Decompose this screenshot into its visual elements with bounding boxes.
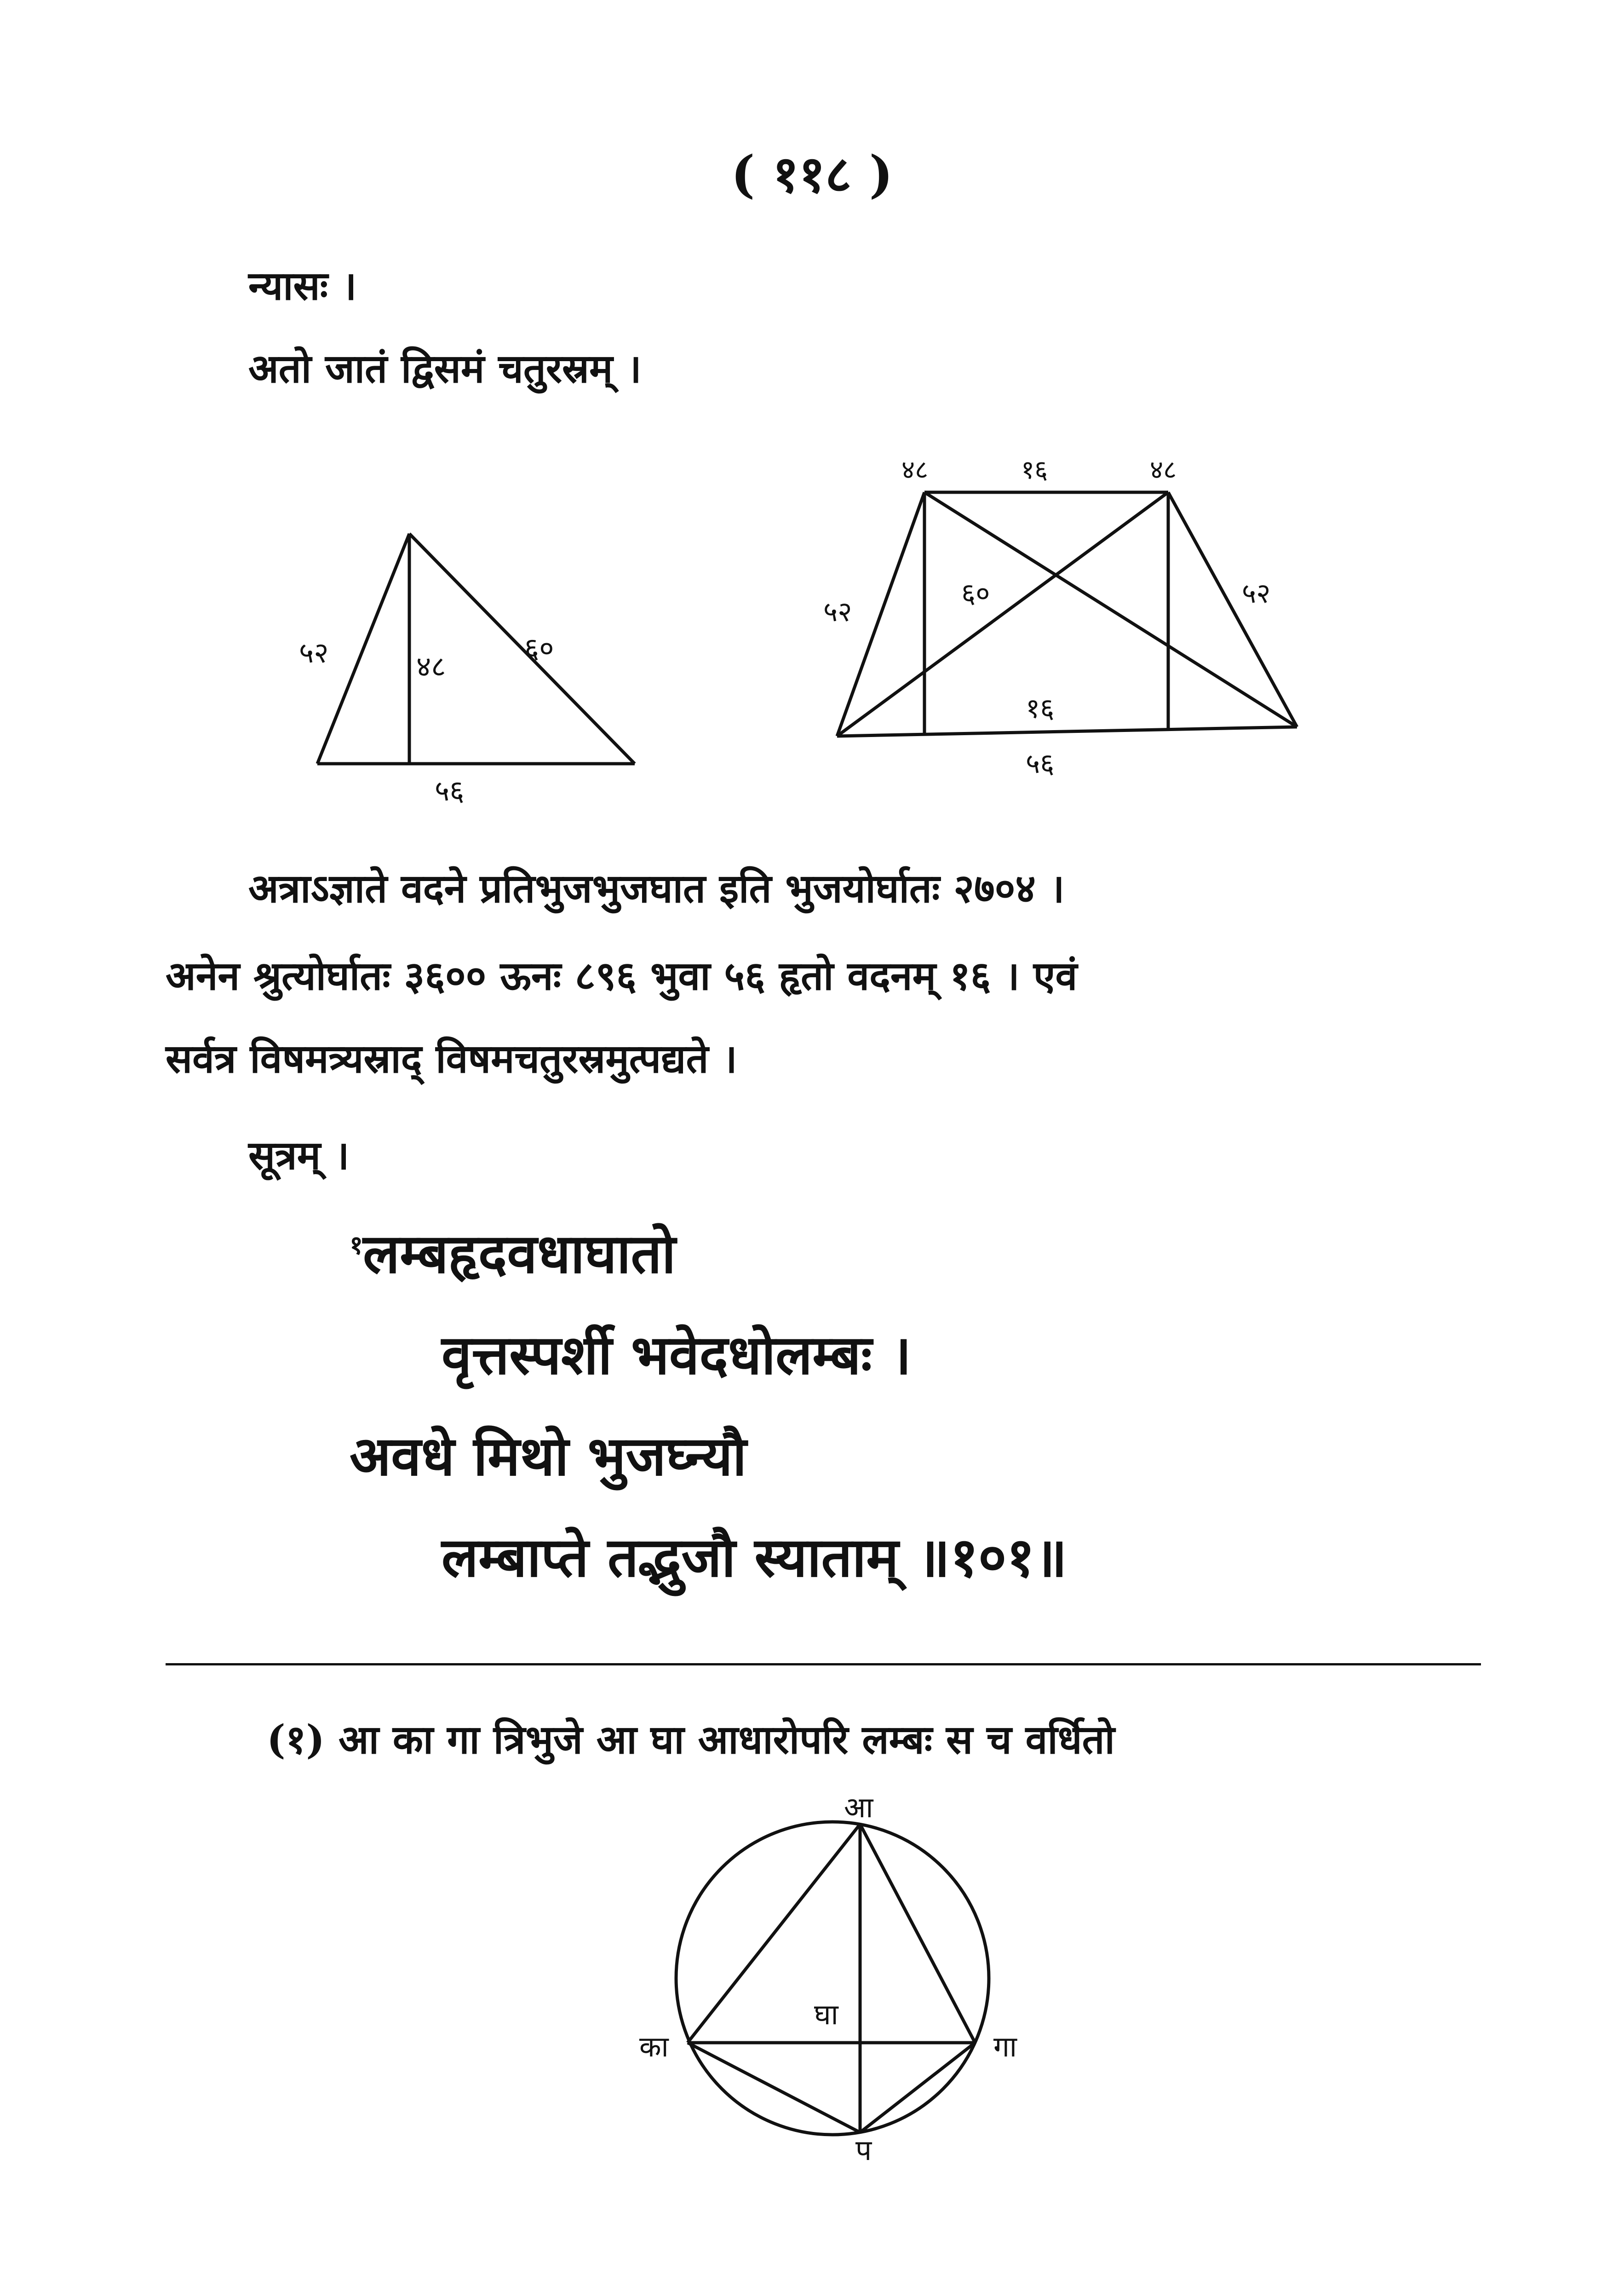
circle-bottom-label: प <box>855 2133 872 2162</box>
quad-left-label: ५२ <box>823 596 852 628</box>
quad-top-right-label: ४८ <box>1150 455 1177 485</box>
triangle-altitude-label: ४८ <box>416 650 446 683</box>
ato-jatam-line: अतो जातं द्विसमं चतुरस्रम् । <box>248 346 642 392</box>
verse-line-1 <box>350 1215 676 1289</box>
sutram-label: सूत्रम् । <box>248 1132 350 1179</box>
quadrilateral-figure <box>809 442 1338 801</box>
circle-left-label: का <box>639 2030 669 2063</box>
page-number: ( ११८ ) <box>731 144 893 204</box>
quad-diagonal-2 <box>924 492 1297 727</box>
triangle-right-label: ६० <box>524 631 554 665</box>
triangle-base-label: ५६ <box>435 774 465 807</box>
quad-base <box>837 727 1297 736</box>
verse-footnote-mark: १ <box>350 1230 363 1261</box>
circle-top-label: आ <box>844 1791 873 1824</box>
verse-line-1-text: लम्बहृदवधाघातो <box>363 1221 676 1285</box>
circle-chord-gp <box>860 2043 975 2132</box>
quad-diagonal-label: ६० <box>961 577 990 610</box>
quad-top-left-label: ४८ <box>901 455 929 485</box>
circle-side-ag <box>860 1824 975 2043</box>
verse-line-2: वृत्तस्पर्शी भवेदधोलम्बः । <box>442 1323 912 1387</box>
triangle-figure <box>258 506 671 828</box>
verse-line-4: लम्बाप्ते तद्भुजौ स्याताम् ॥१०१॥ <box>442 1525 1067 1589</box>
paragraph-line-1: अत्राऽज्ञाते वदने प्रतिभुजभुजघात इति भुजयोर्घातः २७०४ । <box>248 865 1065 912</box>
quad-inner-bottom-label: १६ <box>1026 692 1055 725</box>
quad-top-mid-label: १६ <box>1021 455 1048 485</box>
circle-center-label: घा <box>814 1998 838 2031</box>
paragraph-line-3: सर्वत्र विषमत्र्यस्राद् विषमचतुरस्रमुत्पद्यते । <box>166 1036 737 1082</box>
circle-right-label: गा <box>993 2030 1017 2063</box>
circle-figure <box>612 1785 1053 2162</box>
footnote-text: (१) आ का गा त्रिभुजे आ घा आधारोपरि लम्बः स च वर्धितो <box>267 1717 1115 1763</box>
triangle-left-side <box>317 534 409 764</box>
footnote-divider <box>166 1663 1481 1665</box>
nyasa-label: न्यासः । <box>248 263 357 309</box>
quad-right-side <box>1168 492 1297 727</box>
triangle-right-side <box>409 534 635 764</box>
paragraph-line-2: अनेन श्रुत्योर्घातः ३६०० ऊनः ८९६ भुवा ५६ हृतो वदनम् १६ । एवं <box>166 953 1078 999</box>
circle-chord-kp <box>688 2043 860 2132</box>
quad-right-label: ५२ <box>1242 577 1271 610</box>
triangle-left-label: ५२ <box>299 636 329 669</box>
quad-base-label: ५६ <box>1026 748 1055 780</box>
verse-line-3: अवधे मिथो भुजघ्न्यौ <box>350 1424 747 1488</box>
